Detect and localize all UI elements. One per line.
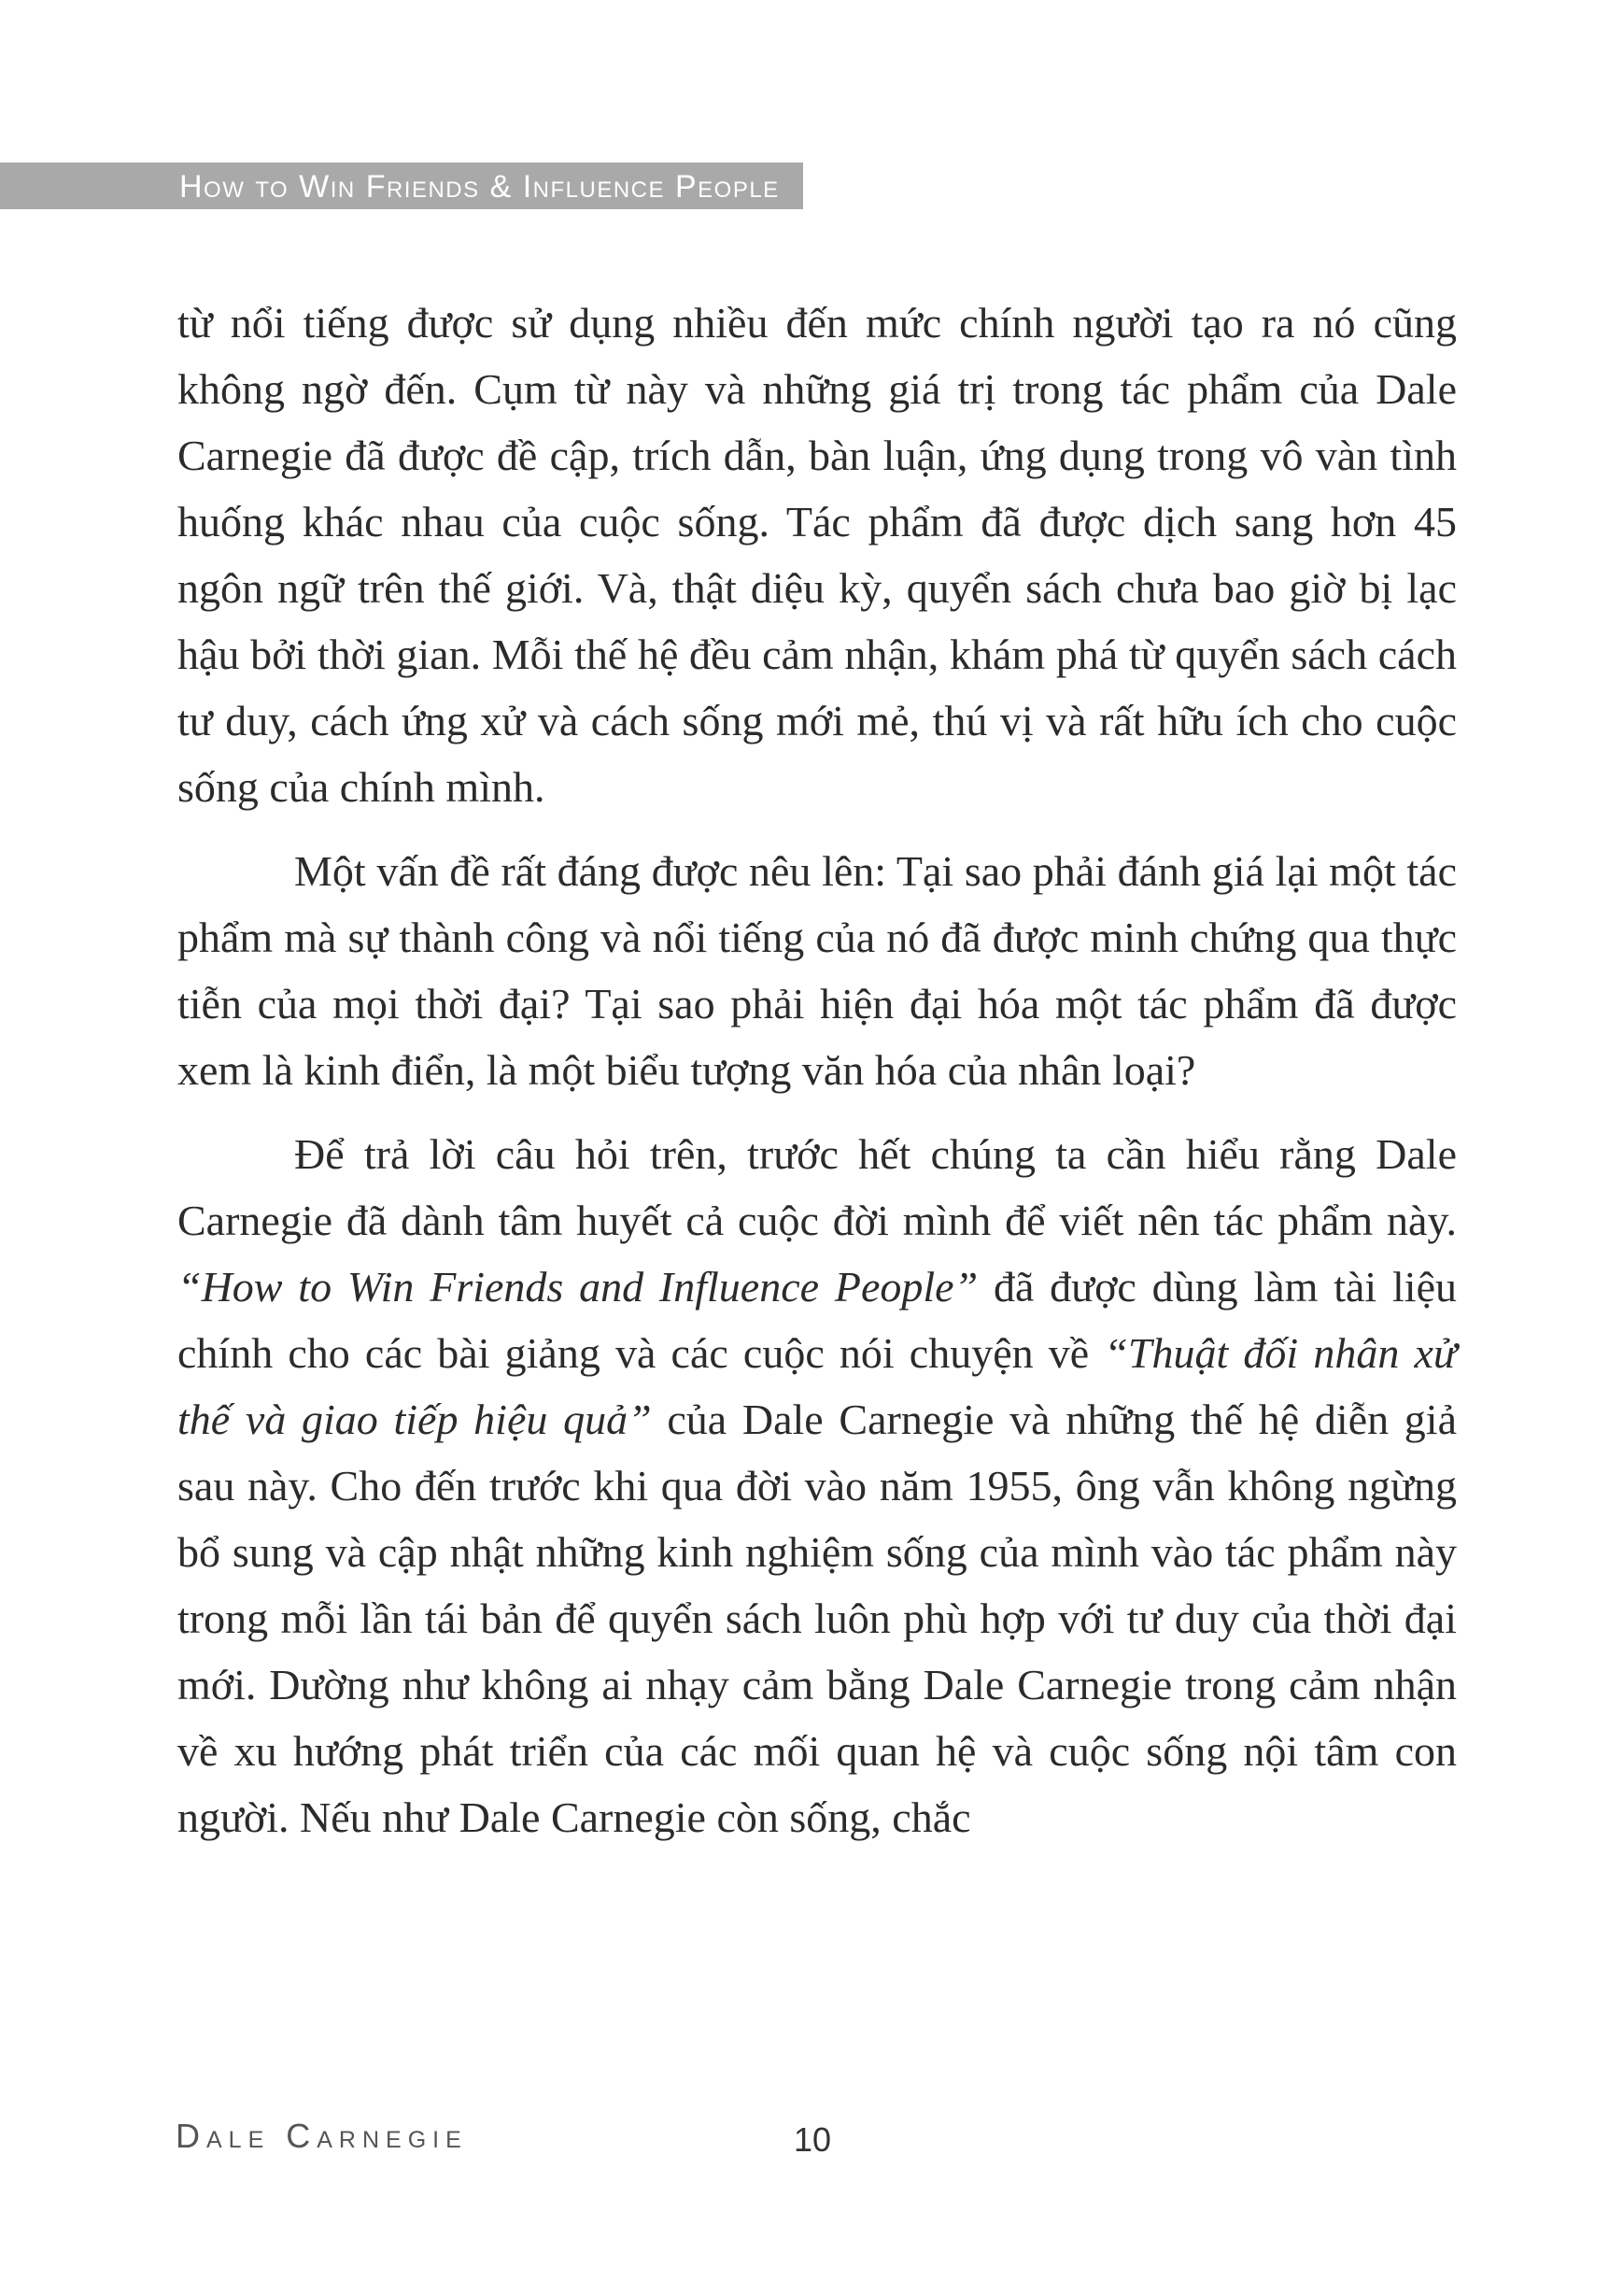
running-header-title: How to Win Friends & Influence People [179,169,780,205]
paragraph-3-part-b: đã được dùng làm tài liệu chính cho các bài giảng và các cuộc nói chuyện về [177,1263,1457,1377]
paragraph-2: Một vấn đề rất đáng được nêu lên: Tại sao phải đánh giá lại một tác phẩm mà sự thành công và nổi tiếng của nó đã được minh chứng qua thực tiễn của mọi thời đại? Tại sao phải hiện đại hóa một tác phẩm đã được xem là kinh điển, là một biểu tượng văn hóa của nhân loại? [177,847,1457,1094]
paragraph-3-part-a: Để trả lời câu hỏi trên, trước hết chúng ta cần hiểu rằng Dale Carnegie đã dành tâm huyết cả cuộc đời mình để viết nên tác phẩm này. [177,1130,1457,1244]
paragraph-3-part-c: của Dale Carnegie và những thế hệ diễn giả sau này. Cho đến trước khi qua đời vào năm 1955, ông vẫn không ngừng bổ sung và cập nhật những kinh nghiệm sống của mình vào tác phẩm này trong mỗi lần tái bản để quyển sách luôn phù hợp với tư duy của thời đại mới. Dường như không ai nhạy cảm bằng Dale Carnegie trong cảm nhận về xu hướng phát triển của các mối quan hệ và cuộc sống nội tâm con người. Nếu như Dale Carnegie còn sống, chắc [177,1396,1458,1841]
footer-author: Dale Carnegie [176,2117,468,2155]
course-title-italic: “Thuật đối nhân xử thế và giao tiếp hiệu quả” [177,1329,1457,1443]
page-number: 10 [793,2120,832,2159]
body-text [177,290,1457,1850]
book-title-italic: “How to Win Friends and Influence People” [177,1263,979,1311]
paragraph-3 [177,1121,1457,1850]
paragraph-1: từ nổi tiếng được sử dụng nhiều đến mức chính người tạo ra nó cũng không ngờ đến. Cụm từ này và những giá trị trong tác phẩm của Dale Carnegie đã được đề cập, trích dẫn, bàn luận, ứng dụng trong vô vàn tình huống khác nhau của cuộc sống. Tác phẩm đã được dịch sang hơn 45 ngôn ngữ trên thế giới. Và, thật diệu kỳ, quyển sách chưa bao giờ bị lạc hậu bởi thời gian. Mỗi thế hệ đều cảm nhận, khám phá từ quyển sách cách tư duy, cách ứng xử và cách sống mới mẻ, thú vị và rất hữu ích cho cuộc sống của chính mình. [177,299,1457,811]
running-header-band [0,163,803,209]
